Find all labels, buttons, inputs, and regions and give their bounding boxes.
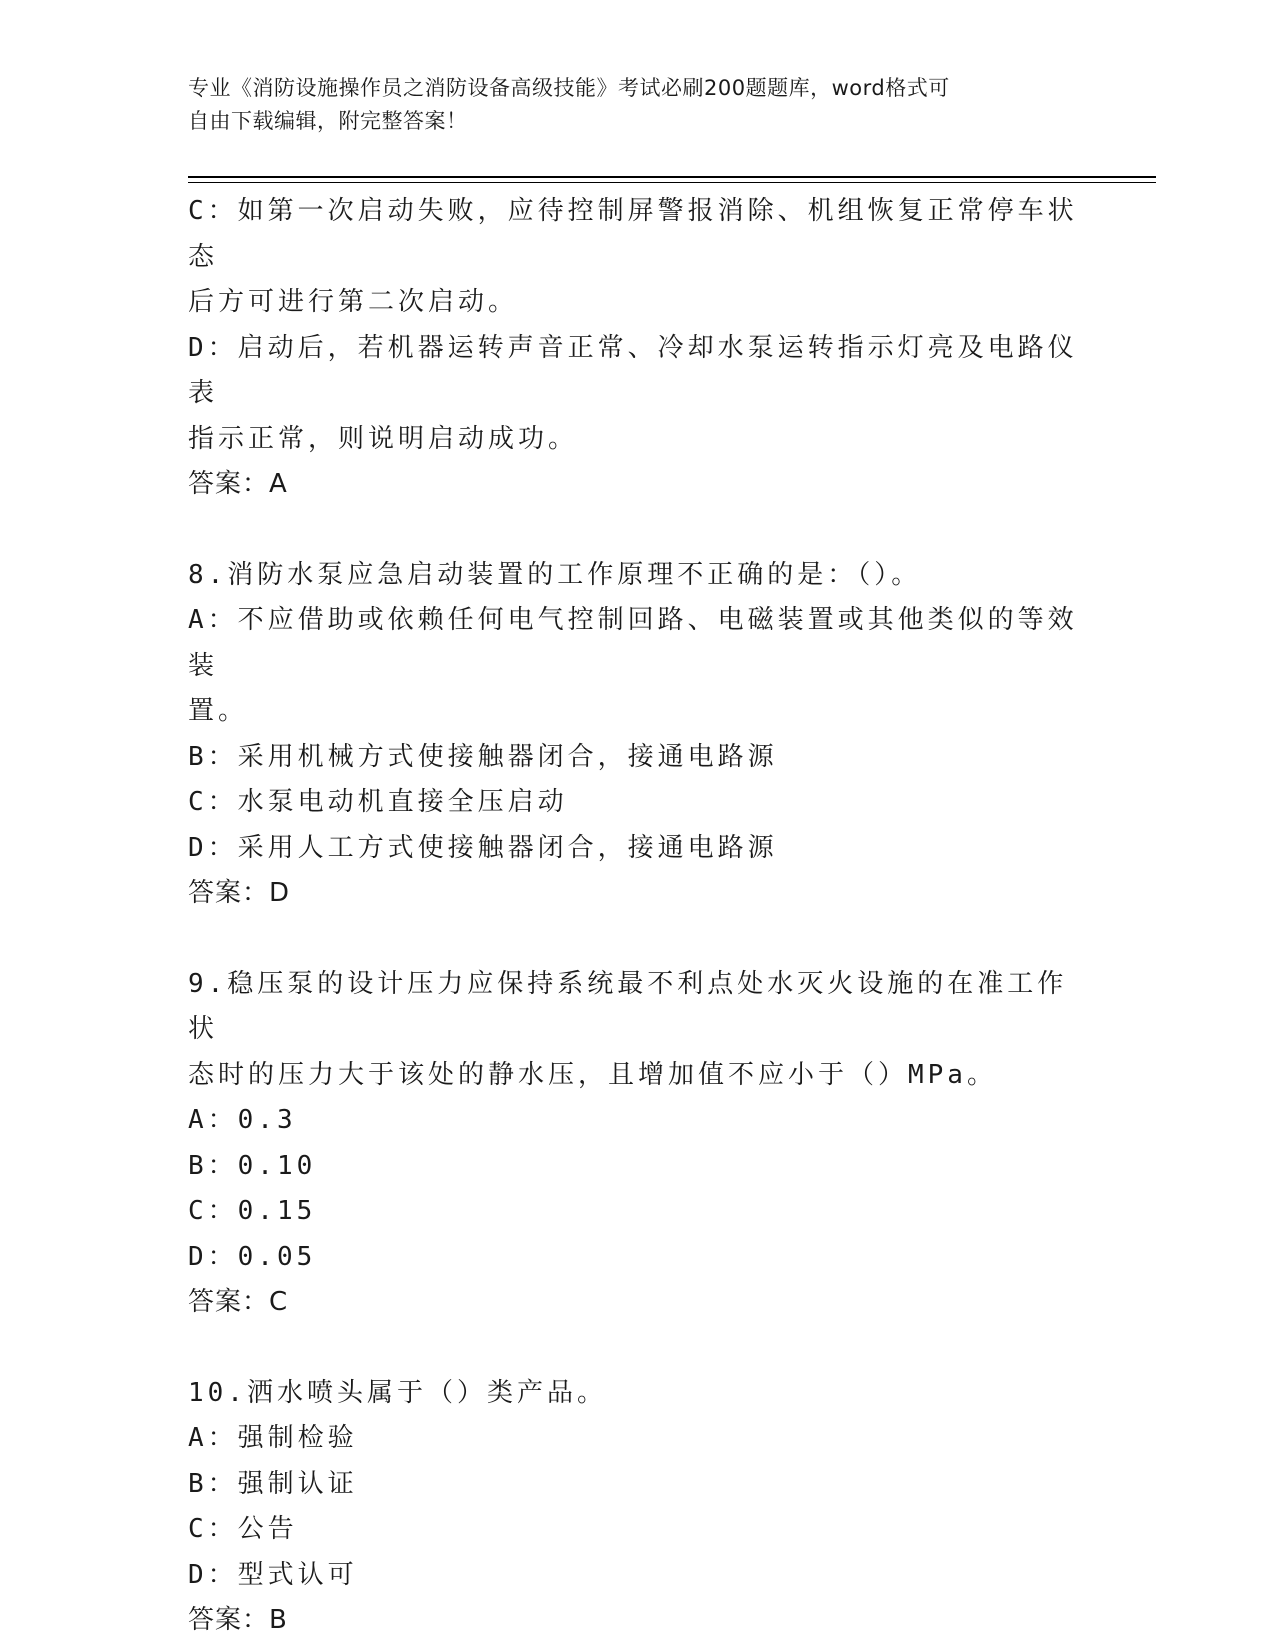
question-block-7 [188,189,1088,508]
option-line: 置。 [188,696,249,726]
header-divider-thick [188,176,1156,178]
header-divider-thin [188,182,1156,183]
option-line: C：0.15 [188,1196,317,1226]
option-line: B：采用机械方式使接触器闭合，接通电路源 [188,741,778,772]
answer-line: 答案：D [188,878,291,908]
question-stem: 9.稳压泵的设计压力应保持系统最不利点处水灭火设施的在准工作状 [188,968,1068,1044]
header-line-2: 自由下载编辑，附完整答案！ [188,109,468,133]
option-line: C：水泵电动机直接全压启动 [188,787,568,817]
option-line: C：公告 [188,1514,298,1544]
option-line: D：型式认可 [188,1559,358,1590]
option-line: D：0.05 [188,1241,317,1272]
answer-line: 答案：B [188,1605,288,1635]
option-line: A：0.3 [188,1105,297,1135]
answer-line: 答案：C [188,1287,289,1317]
question-stem: 8.消防水泵应急启动装置的工作原理不正确的是：（）。 [188,559,922,590]
option-line: 后方可进行第二次启动。 [188,287,519,317]
document-header [188,72,1068,138]
option-line: B：0.10 [188,1150,317,1181]
option-line: A：不应借助或依赖任何电气控制回路、电磁装置或其他类似的等效装 [188,605,1078,681]
question-stem: 10.洒水喷头属于（）类产品。 [188,1377,607,1408]
spacer [188,1326,1088,1371]
option-line: D：启动后，若机器运转声音正常、冷却水泵运转指示灯亮及电路仪表 [188,332,1078,408]
spacer [188,917,1088,962]
question-content [188,189,1088,1644]
question-block-8 [188,553,1088,917]
option-line: D：采用人工方式使接触器闭合，接通电路源 [188,832,778,863]
option-line: A：强制检验 [188,1423,358,1453]
question-block-9 [188,962,1088,1326]
option-line: 指示正常，则说明启动成功。 [188,423,579,454]
question-block-10 [188,1371,1088,1644]
option-line: C：如第一次启动失败，应待控制屏警报消除、机组恢复正常停车状态 [188,196,1078,272]
header-line-1: 专业《消防设施操作员之消防设备高级技能》考试必刷200题题库，word格式可 [188,76,950,100]
answer-line: 答案：A [188,469,288,499]
option-line: B：强制认证 [188,1468,358,1499]
spacer [188,508,1088,553]
question-stem: 态时的压力大于该处的静水压，且增加值不应小于（）MPa。 [188,1059,997,1090]
